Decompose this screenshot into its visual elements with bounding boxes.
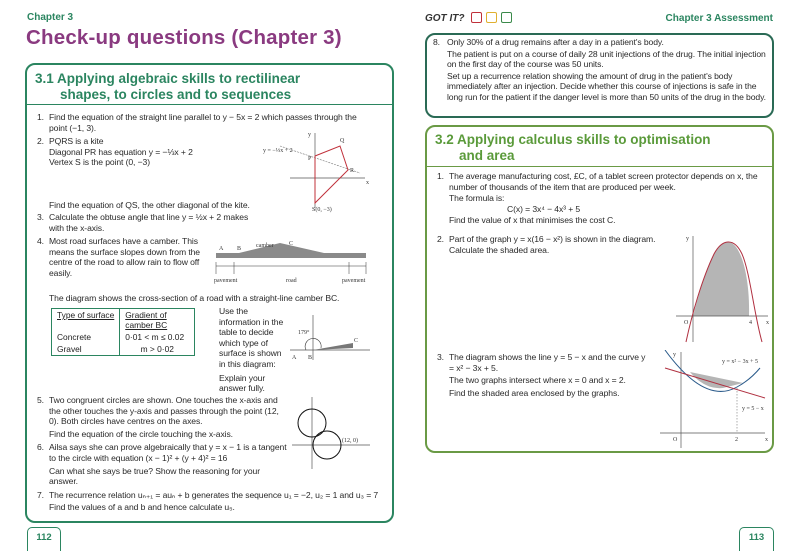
svg-text:4: 4: [749, 320, 752, 326]
svg-text:y = 5 − x: y = 5 − x: [742, 406, 764, 412]
table-header: Type of surface: [52, 309, 120, 332]
cubic-graph: [672, 234, 772, 344]
svg-text:O: O: [684, 320, 689, 326]
section-title: 3.1 Applying algebraic skills to rectilinear: [35, 71, 301, 86]
svg-text:y = −⅓x + 2: y = −⅓x + 2: [263, 148, 293, 154]
svg-text:x: x: [765, 437, 768, 443]
question-2-find: Find the equation of QS, the other diagonal of the kite.: [49, 200, 250, 210]
question-2: 2. PQRS is a kite Diagonal PR has equation y = −⅓x + 2 Vertex S is the point (0, −3): [37, 136, 193, 168]
svg-text:y: y: [686, 236, 689, 242]
svg-text:P: P: [308, 156, 312, 162]
page-title: Check-up questions (Chapter 3): [26, 26, 342, 49]
got-it-label: GOT IT?: [425, 13, 465, 24]
kite-diagram: [260, 128, 370, 213]
svg-text:S(0, −3): S(0, −3): [312, 207, 332, 213]
question-1: 1. Find the equation of the straight line parallel to y − 5x = 2 which passes through the point (−1, 3).: [37, 112, 357, 133]
svg-text:C: C: [289, 241, 294, 247]
svg-text:179°: 179°: [298, 330, 310, 336]
svg-text:B: B: [308, 355, 313, 361]
checkbox-amber[interactable]: [486, 12, 497, 23]
question-6: 6. Ailsa says she can prove algebraically that y = x − 1 is a tangent to the circle with equation (x − 1)² + (y + 4)² = 16 Can what she says be true? Show the reasoning for your answer.: [37, 442, 287, 487]
svg-text:road: road: [286, 278, 297, 284]
section-3-2-header: [427, 127, 772, 167]
page-number: 112: [27, 527, 61, 551]
svg-text:B: B: [237, 246, 242, 252]
line-curve-graph: [650, 350, 775, 450]
circles-diagram: [292, 395, 372, 470]
question-r3: 3. The diagram shows the line y = 5 − x and the curve y = x² − 3x + 5. The two graphs intersect where x = 0 and x = 2. Find the shaded area enclosed by the graphs.: [437, 352, 646, 398]
svg-text:A: A: [219, 246, 224, 252]
chapter-label: Chapter 3: [27, 12, 74, 23]
section-title-cont: shapes, to circles and to sequences: [60, 87, 292, 102]
svg-text:R: R: [350, 168, 355, 174]
svg-text:(12, 0): (12, 0): [342, 438, 358, 444]
svg-text:pavement: pavement: [214, 278, 238, 284]
checkbox-green[interactable]: [501, 12, 512, 23]
assessment-header: Chapter 3 Assessment: [665, 13, 773, 24]
svg-text:y: y: [308, 132, 311, 138]
svg-text:C: C: [354, 338, 359, 344]
question-5: 5. Two congruent circles are shown. One touches the x-axis and the other touches the y-axis and passes through the point (12, 0). Both circles have centres on the axes. Find the equation of the circle touching the x-axis.: [37, 395, 279, 439]
question-8: 8. Only 30% of a drug remains after a day in a patient's body. The patient is put on a course of daily 28 unit injections of the drug. The initial injection on the first day of the course was 50 units. Set up a recurrence relation showing the amount of drug in the patient's body immediately after an injection. Decide whether this course of injections is safe in the long run for the patient if the danger level is more than 50 units of the drug in the body.: [433, 37, 766, 102]
question-3: 3. Calculate the obtuse angle that line y = ½x + 2 makes with the x-axis.: [37, 212, 249, 233]
svg-text:Q: Q: [340, 138, 345, 144]
svg-text:2: 2: [735, 437, 738, 443]
road-camber-diagram: [214, 238, 372, 286]
svg-text:A: A: [292, 355, 297, 361]
question-7: 7. The recurrence relation uₙ₊₁ = auₙ + b generates the sequence u₁ = −2, u₂ = 1 and u₃ = 7 Find the values of a and b and hence calculate u₅.: [37, 489, 379, 513]
svg-text:pavement: pavement: [342, 278, 366, 284]
table-row: Concrete 0·01 < m ≤ 0.02: [52, 331, 195, 343]
question-r2: 2. Part of the graph y = x(16 − x²) is shown in the diagram. Calculate the shaded area.: [437, 234, 656, 255]
svg-text:x: x: [366, 180, 369, 186]
svg-text:O: O: [673, 437, 678, 443]
table-row: Gravel m > 0·02: [52, 343, 195, 356]
svg-text:camber: camber: [256, 243, 274, 249]
got-it-tracker: [425, 12, 512, 24]
table-instruction: Use the information in the table to decide which type of surface is shown in this diagram: Explain your answer fully.: [219, 306, 284, 394]
section-3-1-header: [27, 65, 392, 105]
surface-table: [51, 308, 195, 356]
svg-text:y = x² − 3x + 5: y = x² − 3x + 5: [722, 359, 758, 365]
table-header: Gradient of camber BC: [125, 310, 168, 330]
checkbox-red[interactable]: [471, 12, 482, 23]
page-number: 113: [739, 527, 774, 551]
svg-text:y: y: [673, 352, 676, 358]
svg-text:x: x: [766, 320, 769, 326]
angle-diagram: [288, 312, 373, 362]
section-title: 3.2 Applying calculus skills to optimisation: [435, 132, 711, 147]
camber-description: The diagram shows the cross-section of a road with a straight-line camber BC.: [49, 293, 340, 303]
section-title-cont: and area: [459, 148, 515, 163]
question-r1: 1. The average manufacturing cost, £C, of a tablet screen protector depends on x, the number of thousands of the item that are produced per week. The formula is: C(x) = 3x⁴ − 4x³ + 5 Find the value of x that minimises the cost C.: [437, 171, 758, 226]
question-4: 4. Most road surfaces have a camber. This means the surface slopes down from the centre of the road to allow rain to flow off easily.: [37, 236, 200, 278]
